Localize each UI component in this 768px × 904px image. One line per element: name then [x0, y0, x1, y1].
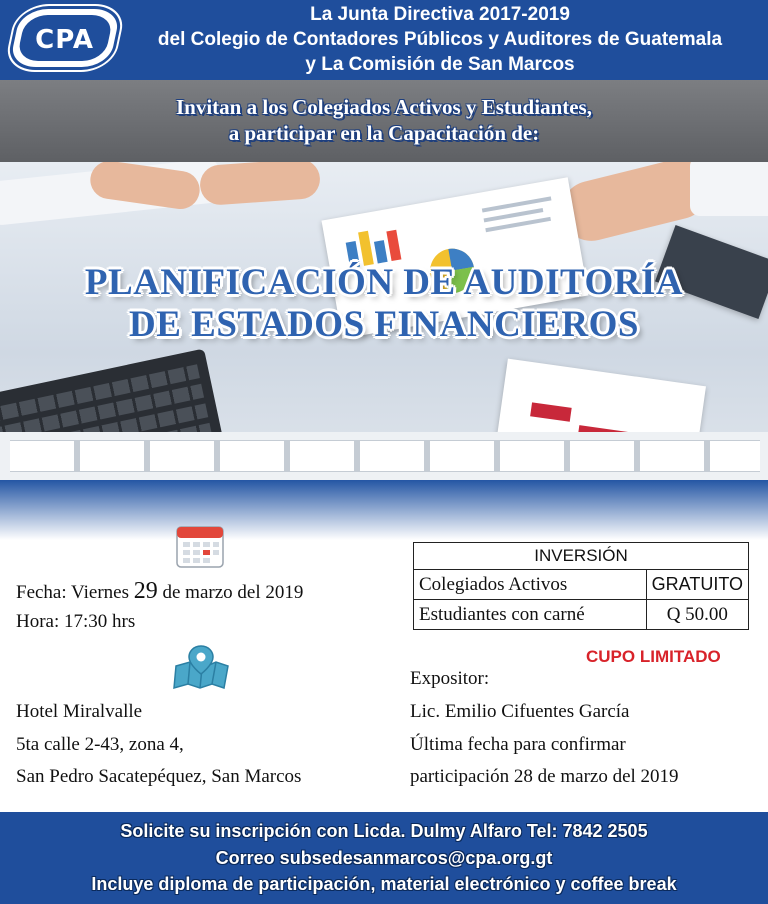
price-label: Colegiados Activos: [414, 570, 647, 600]
investment-header-row: [414, 543, 749, 570]
footer-banner: [0, 812, 768, 904]
keyboard-bottom: [0, 432, 768, 480]
event-date: [16, 578, 303, 605]
footer-email: Correo subsedesanmarcos@cpa.org.gt: [215, 848, 553, 868]
limited-seats-notice: CUPO LIMITADO: [586, 647, 721, 666]
calendar-icon: [176, 524, 224, 568]
blue-fade: [0, 480, 768, 540]
cpa-logo: [5, 6, 125, 70]
sleeve-right: [690, 162, 768, 216]
invitation-band: [0, 80, 768, 162]
hand-writing: [199, 162, 321, 206]
speaker-name: Lic. Emilio Cifuentes García: [410, 701, 630, 722]
footer-registration: Solicite su inscripción con Licda. Dulmy Alfaro Tel: 7842 2505: [120, 821, 648, 841]
venue-city: San Pedro Sacatepéquez, San Marcos: [16, 766, 302, 787]
invitation-text: [0, 94, 768, 146]
header-line-3: y La Comisión de San Marcos: [305, 54, 575, 75]
office-photo: [0, 162, 768, 480]
event-hour: Hora: 17:30 hrs: [16, 611, 136, 632]
investment-table: [413, 542, 749, 630]
table-row: [414, 600, 749, 630]
deadline-line-2: participación 28 de marzo del 2019: [410, 766, 679, 787]
header-line-2: del Colegio de Contadores Públicos y Auditores de Guatemala: [157, 29, 723, 50]
speaker-label: Expositor:: [410, 668, 490, 689]
map-pin-icon: [172, 644, 230, 690]
course-title-line-1: PLANIFICACIÓN DE AUDITORÍA: [84, 262, 684, 303]
header-banner: [0, 0, 768, 80]
footer-includes: Incluye diploma de participación, material electrónico y coffee break: [91, 874, 677, 894]
invitation-line-2: a participar en la Capacitación de:: [228, 121, 540, 145]
date-day: 29: [133, 578, 158, 604]
header-text: [120, 2, 760, 77]
investment-heading: INVERSIÓN: [414, 543, 749, 570]
table-row: [414, 570, 749, 600]
course-title-line-2: DE ESTADOS FINANCIEROS: [129, 304, 639, 345]
deadline-line-1: Última fecha para confirmar: [410, 734, 626, 755]
price-label: Estudiantes con carné: [414, 600, 647, 630]
venue-street: 5ta calle 2-43, zona 4,: [16, 734, 184, 755]
date-prefix: Fecha: Viernes: [16, 582, 129, 603]
price-value: Q 50.00: [646, 600, 748, 630]
invitation-line-1: Invitan a los Colegiados Activos y Estudiantes,: [176, 95, 592, 119]
logo-text: CPA: [35, 25, 95, 55]
course-title: [0, 262, 768, 346]
header-line-1: La Junta Directiva 2017-2019: [310, 4, 570, 25]
price-value: GRATUITO: [646, 570, 748, 600]
date-suffix: de marzo del 2019: [162, 582, 304, 603]
venue-name: Hotel Miralvalle: [16, 701, 143, 722]
